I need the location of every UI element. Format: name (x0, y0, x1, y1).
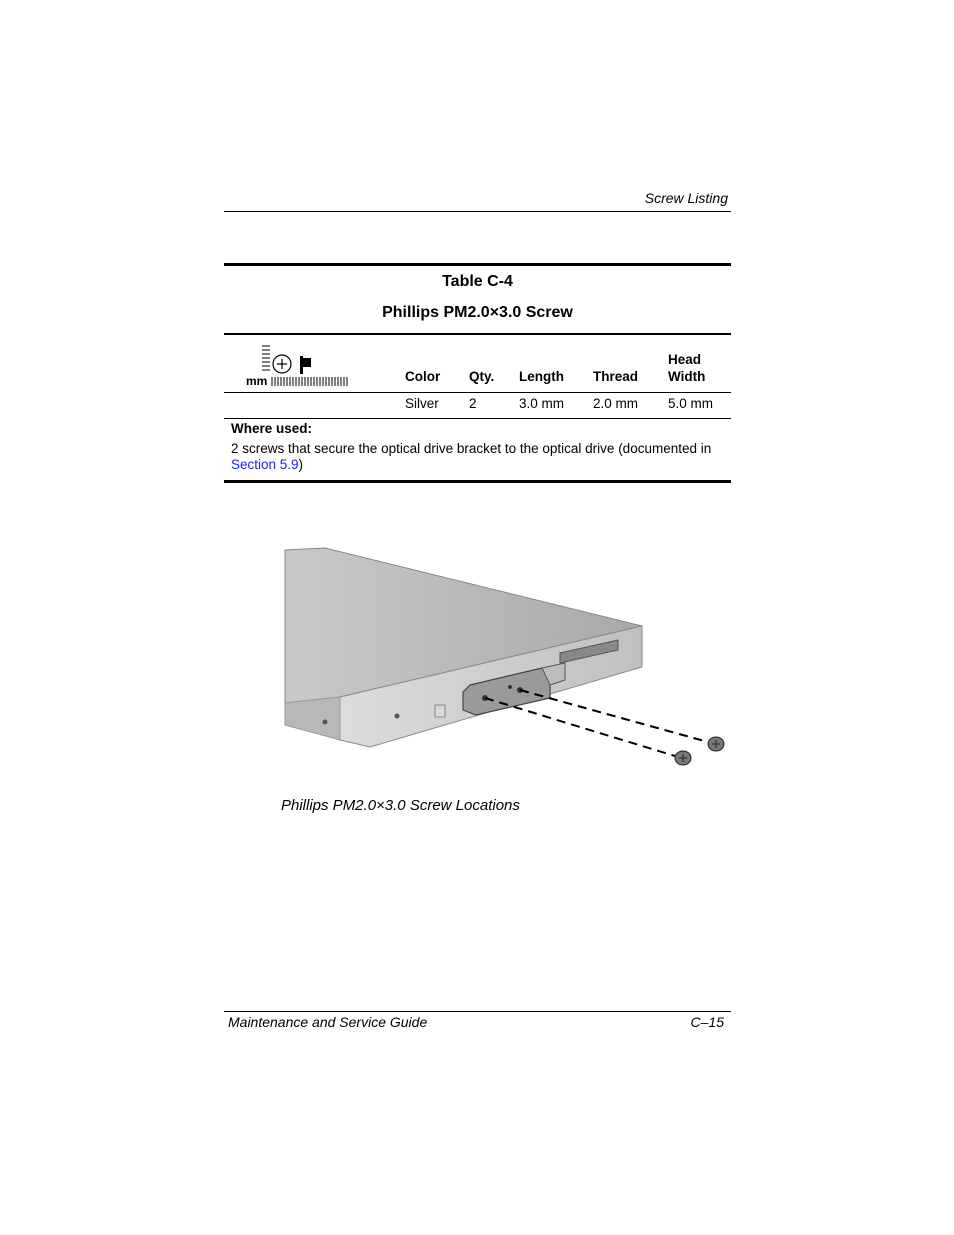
where-used-label: Where used: (231, 421, 313, 436)
column-header-label-line1: Head (668, 352, 702, 367)
column-header-label: Length (519, 369, 564, 384)
column-header-label: Color (405, 369, 441, 384)
cell-qty: 2 (469, 396, 477, 411)
column-header-head-width (668, 351, 705, 385)
optical-drive-illustration (280, 540, 730, 770)
page-number: C–15 (690, 1014, 724, 1030)
data-row-rule (224, 418, 731, 419)
where-used-description: 2 screws that secure the optical drive bracket to the optical drive (documented in (231, 441, 712, 456)
running-head: Screw Listing (644, 190, 728, 206)
where-used-close: ) (298, 457, 304, 472)
screw-icon (708, 737, 724, 751)
screw-icon (675, 751, 691, 765)
column-header-thread (593, 368, 638, 385)
cell-head-width: 5.0 mm (668, 396, 714, 411)
column-header-label-line2: Width (668, 369, 706, 384)
column-header-color (405, 368, 440, 385)
unit-label: mm (246, 374, 268, 388)
header-row-rule (224, 392, 731, 393)
column-header-label: Qty. (469, 369, 495, 384)
header-rule (224, 211, 731, 212)
cell-color: Silver (405, 396, 439, 411)
section-link[interactable]: Section 5.9 (231, 457, 299, 472)
column-header-qty (469, 368, 494, 385)
column-header-label: Thread (593, 369, 639, 384)
table-bottom-rule (224, 480, 731, 483)
column-header-length (519, 368, 564, 385)
cell-thread: 2.0 mm (593, 396, 639, 411)
table-number: Table C-4 (442, 273, 513, 290)
where-used-text (231, 441, 726, 473)
table-title: Phillips PM2.0×3.0 Screw (382, 304, 573, 321)
cell-length: 3.0 mm (519, 396, 565, 411)
table-title-rule (224, 333, 731, 335)
footer-rule (224, 1011, 731, 1012)
table-top-rule (224, 263, 731, 266)
footer-title: Maintenance and Service Guide (228, 1014, 428, 1030)
figure-caption: Phillips PM2.0×3.0 Screw Locations (281, 797, 520, 814)
